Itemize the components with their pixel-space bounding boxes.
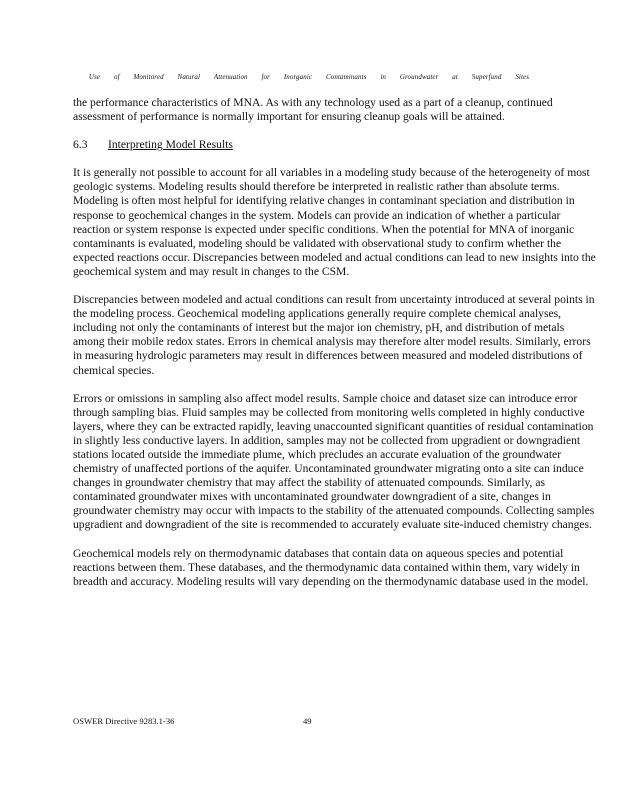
header-word: Groundwater [399,73,439,81]
section-title: Interpreting Model Results [108,138,233,152]
running-header [0,73,618,81]
header-word: Use [88,73,101,81]
page-number: 49 [303,716,312,726]
header-word: Sites [515,73,530,81]
header-word: in [380,73,386,81]
body-paragraph: Errors or omissions in sampling also affect model results. Sample choice and dataset size can introduce error through sampling bias. Fluid samples may be collected from monitoring wells completed in highly conductive layers, where they can be extracted rapidly, leaving unaccounted significant quantities of residual contamination in slightly less conductive layers. In addition, samples may not be collected from upgradient or downgradient stations located outside the immediate plume, which precludes an accurate evaluation of the groundwater chemistry of unaffected portions of the aquifer. Uncontaminated groundwater migrating onto a site can induce changes in groundwater chemistry that may affect the stability of attenuated compounds. Similarly, as contaminated groundwater mixes with uncontaminated groundwater downgradient of a site, changes in groundwater chemistry may occur with impacts to the stability of the attenuated compounds. Collecting samples upgradient and downgradient of the site is recommended to accurately evaluate site-induced chemistry changes. [73,391,595,532]
body-paragraph: It is generally not possible to account for all variables in a modeling study because of the heterogeneity of most geologic systems. Modeling results should therefore be interpreted in realistic rather than absolute terms. Modeling is often most helpful for identifying relative changes in contaminant speciation and distribution in response to geochemical changes in the system. Models can provide an indication of whether a particular reaction or system response is expected under specific conditions. When the potential for MNA of inorganic contaminants is evaluated, modeling should be validated with observational study to confirm whether the expected reactions occur. Discrepancies between modeled and actual conditions can lead to new insights into the geochemical system and may result in changes to the CSM. [73,166,596,278]
body-paragraph: Discrepancies between modeled and actual conditions can result from uncertainty introduced at several points in the modeling process. Geochemical modeling applications generally require complete chemical analyses, including not only the contaminants of interest but the major ion chemistry, pH, and distribution of metals among their mobile redox states. Errors in chemical analysis may therefore alter model results. Similarly, errors in measuring hydrologic parameters may result in differences between measured and modeled distributions of chemical species. [73,293,595,377]
header-word: for [261,73,270,81]
header-word: Attenuation [213,73,248,81]
header-word: Monitored [133,73,164,81]
body-paragraph: Geochemical models rely on thermodynamic databases that contain data on aqueous species and potential reactions between them. These databases, and the thermodynamic data contained within them, vary widely in breadth and accuracy. Modeling results will vary depending on the thermodynamic database used in the model. [73,546,589,588]
intro-paragraph: the performance characteristics of MNA. As with any technology used as a part of a cleanup, continued assessment of performance is normally important for ensuring cleanup goals will be attained. [73,96,553,124]
section-heading [73,138,597,152]
section-number: 6.3 [73,138,88,152]
header-word: Inorganic [283,73,313,81]
header-word: of [113,73,120,81]
header-word: Contaminants [325,73,367,81]
header-word: at [452,73,458,81]
header-word: Superfund [471,73,502,81]
footer-directive: OSWER Directive 9283.1-36 [73,716,175,726]
header-word: Natural [177,73,201,81]
document-body [73,96,597,603]
